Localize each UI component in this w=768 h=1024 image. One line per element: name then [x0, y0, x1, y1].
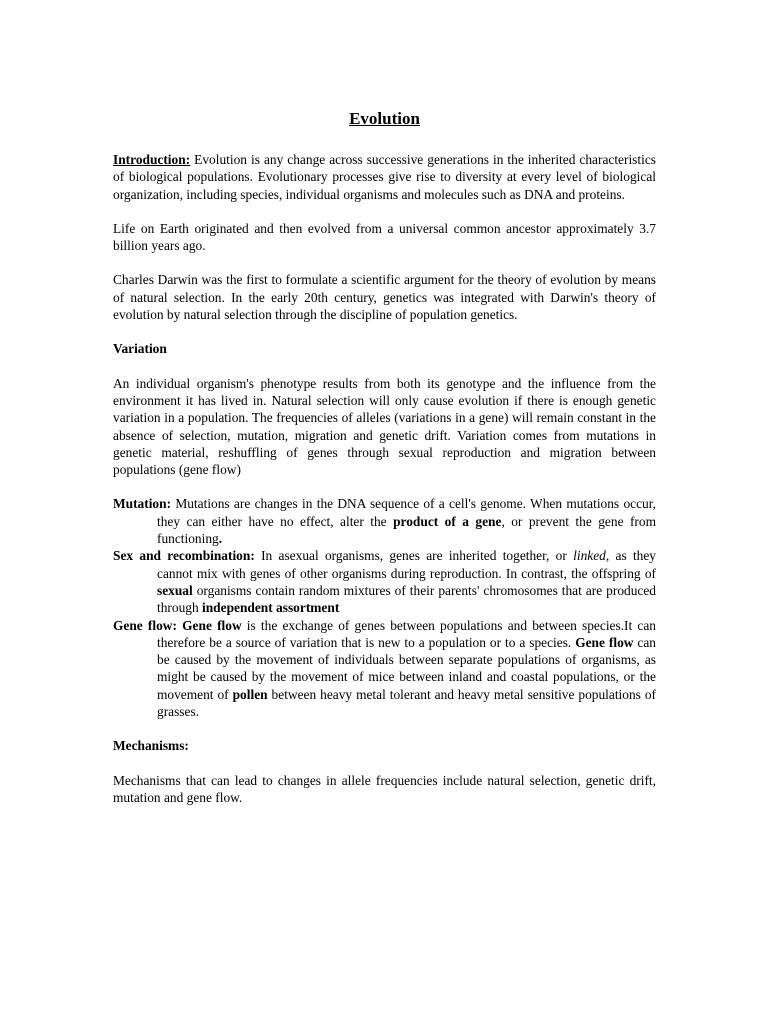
geneflow-text-3: between heavy metal tolerant and heavy metal sensitive populations of grasses. [157, 686, 656, 720]
variation-heading: Variation [113, 341, 167, 357]
mutation-period: . [218, 531, 223, 547]
gene-flow-definition [113, 617, 656, 721]
intro-text: Evolution is any change across successive generations in the inherited characteristics of biological populations. Evolutionary processes give rise to diversity at every level of biological organization, including species, individual organisms and molecules such as DNA and proteins. [113, 152, 656, 202]
geneflow-text-1: is the exchange of genes between populations and between species.It can therefore be a source of variation that is new to a population or to a species. [157, 617, 656, 650]
document-page [113, 108, 656, 806]
sex-recombination-definition [113, 547, 656, 616]
variation-paragraph: An individual organism's phenotype results from both its genotype and the influence from the environment it has lived in. Natural selection will only cause evolution if there is enough genetic variation in a population. The frequencies of alleles (variations in a gene) will remain constant in the absence of selection, mutation, migration and genetic drift. Variation comes from mutations in genetic material, reshuffling of genes through sexual reproduction and migration between populations (gene flow) [113, 375, 656, 478]
geneflow-term-1: Gene flow [176, 617, 242, 633]
intro-label: Introduction: [113, 152, 191, 167]
darwin-paragraph: Charles Darwin was the first to formulate a scientific argument for the theory of evolution by means of natural selection. In the early 20th century, genetics was integrated with Darwin's theory of evolution by natural selection through the discipline of population genetics. [113, 272, 656, 323]
geneflow-term-pollen: pollen [232, 686, 268, 702]
geneflow-text-2: can be caused by the movement of individuals between separate populations of organisms, as might be caused by the movement of mice between inland and coastal populations, or the movement of [157, 634, 656, 702]
intro-paragraph [113, 151, 656, 203]
geneflow-label: Gene flow: [113, 617, 177, 633]
mutation-text-2: , or prevent the gene from functioning [157, 513, 656, 547]
sex-text-1: In asexual organisms, genes are inherited together, or [254, 548, 574, 564]
sex-text-2: , as they cannot mix with genes of other organisms during reproduction. In contrast, the offspring of [157, 548, 656, 581]
sex-term-assortment: independent assortment [202, 600, 340, 616]
sex-term-linked: linked [573, 548, 606, 564]
sex-label: Sex and recombination: [113, 548, 255, 564]
mutation-definition [113, 495, 656, 547]
life-paragraph: Life on Earth originated and then evolved from a universal common ancestor approximately 3.7 billion years ago. [113, 220, 656, 254]
mechanisms-heading: Mechanisms: [113, 738, 189, 754]
mutation-text-1: Mutations are changes in the DNA sequence of a cell's genome. When mutations occur, they can either have no effect, alter the [157, 496, 656, 529]
mechanisms-paragraph: Mechanisms that can lead to changes in allele frequencies include natural selection, genetic drift, mutation and gene flow. [113, 772, 656, 805]
sex-term-sexual: sexual [157, 582, 193, 598]
geneflow-term-2: Gene flow [575, 634, 634, 650]
mutation-term-product: product of a gene [393, 513, 502, 529]
document-title: Evolution [349, 109, 420, 128]
mutation-label: Mutation: [113, 496, 172, 512]
sex-text-3: organisms contain random mixtures of their parents' chromosomes that are produced through [157, 582, 656, 616]
